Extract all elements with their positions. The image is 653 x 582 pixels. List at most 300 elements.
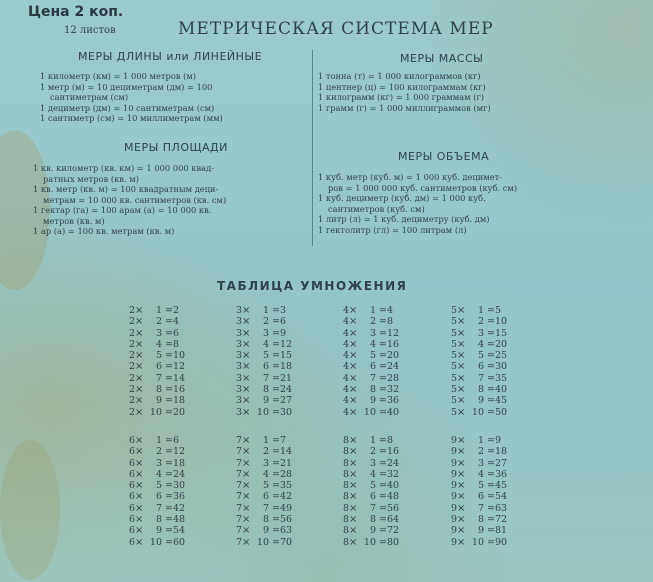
multiplication-x-cell: × [349,372,358,384]
multiplication-x-cell: × [457,446,466,458]
multiplication-b-cell: 4 [262,468,269,480]
multiplication-a-cell: 9 [450,435,457,446]
multiplication-x-cell: × [135,350,144,362]
multiplication-x-cell: × [457,525,466,537]
multiplication-row [108,328,193,339]
multiplication-b-cell: 10 [256,536,269,548]
multiplication-r-cell: 18 [280,361,293,373]
multiplication-eq-cell: = [165,361,173,373]
multiplication-eq-cell: = [379,446,387,458]
multiplication-b-cell: 8 [477,514,484,526]
multiplication-r-cell: 81 [495,525,508,537]
multiplication-b-cell: 5 [477,480,484,492]
multiplication-b-cell: 3 [155,457,162,469]
volume-section-title: МЕРЫ ОБЪЕМА [398,150,490,163]
multiplication-eq-cell: = [487,338,495,350]
multiplication-r-cell: 36 [387,395,400,407]
multiplication-r-cell: 9 [280,327,287,339]
multiplication-x-cell: × [242,502,251,514]
multiplication-row [108,525,193,536]
multiplication-eq-cell: = [487,350,495,362]
multiplication-x-cell: × [349,316,358,328]
multiplication-a-cell: 4 [342,361,349,373]
multiplication-x-cell: × [349,361,358,373]
multiplication-row [430,339,515,350]
multiplication-x-cell: × [457,435,466,446]
length-section [40,71,223,124]
multiplication-x-cell: × [349,338,358,350]
multiplication-b-cell: 3 [262,327,269,339]
multiplication-eq-cell: = [379,514,387,526]
multiplication-b-cell: 5 [155,480,162,492]
multiplication-eq-cell: = [487,480,495,492]
multiplication-eq-cell: = [165,435,173,446]
mass-line: 1 грамм (г) = 1 000 миллиграммов (мг) [318,102,491,113]
multiplication-x-cell: × [135,361,144,373]
length-line: 1 сантиметр (см) = 10 миллиметрам (мм) [40,113,223,123]
multiplication-eq-cell: = [379,502,387,514]
multiplication-r-cell: 6 [173,327,180,339]
multiplication-x-cell: × [242,316,251,328]
multiplication-a-cell: 4 [342,305,349,316]
multiplication-a-cell: 6 [128,480,135,492]
multiplication-a-cell: 6 [128,491,135,503]
multiplication-r-cell: 8 [387,316,394,328]
multiplication-r-cell: 30 [495,361,508,373]
multiplication-a-cell: 8 [342,491,349,503]
length-line: 1 метр (м) = 10 дециметрам (дм) = 100 [40,81,213,92]
multiplication-r-cell: 4 [173,316,180,328]
multiplication-x-cell: × [135,384,144,396]
multiplication-r-cell: 27 [495,457,508,469]
multiplication-a-cell: 3 [235,327,242,339]
multiplication-a-cell: 8 [342,457,349,469]
area-section [33,163,226,237]
multiplication-eq-cell: = [487,327,495,339]
multiplication-eq-cell: = [165,536,173,548]
multiplication-r-cell: 30 [280,406,293,418]
multiplication-a-cell: 2 [128,338,135,350]
multiplication-b-cell: 2 [477,316,484,328]
multiplication-x-cell: × [457,395,466,407]
multiplication-x-cell: × [135,468,144,480]
multiplication-r-cell: 32 [387,384,400,396]
length-line: 1 дециметр (дм) = 10 сантиметрам (см) [40,102,215,113]
multiplication-row [108,339,193,350]
multiplication-a-cell: 9 [450,536,457,548]
multiplication-b-cell: 8 [477,384,484,396]
multiplication-row [108,361,193,372]
multiplication-b-cell: 2 [262,446,269,458]
multiplication-a-cell: 3 [235,395,242,407]
multiplication-b-cell: 8 [369,514,376,526]
multiplication-r-cell: 45 [495,395,508,407]
multiplication-r-cell: 10 [495,316,508,328]
multiplication-a-cell: 2 [128,305,135,316]
multiplication-block-8 [322,435,407,548]
multiplication-r-cell: 48 [173,514,186,526]
multiplication-r-cell: 12 [280,338,293,350]
multiplication-r-cell: 7 [280,435,287,446]
multiplication-row [215,480,300,491]
multiplication-b-cell: 7 [155,372,162,384]
multiplication-x-cell: × [135,502,144,514]
multiplication-x-cell: × [242,480,251,492]
multiplication-row [108,395,193,406]
multiplication-row [322,446,407,457]
multiplication-a-cell: 5 [450,406,457,418]
multiplication-eq-cell: = [272,536,280,548]
multiplication-row [430,537,515,548]
multiplication-row [215,458,300,469]
multiplication-x-cell: × [457,457,466,469]
multiplication-eq-cell: = [272,480,280,492]
multiplication-eq-cell: = [379,316,387,328]
multiplication-r-cell: 48 [387,491,400,503]
multiplication-eq-cell: = [379,350,387,362]
multiplication-row [430,407,515,418]
multiplication-b-cell: 6 [477,361,484,373]
multiplication-a-cell: 2 [128,350,135,362]
multiplication-b-cell: 9 [155,395,162,407]
multiplication-b-cell: 2 [155,316,162,328]
multiplication-r-cell: 35 [280,480,293,492]
multiplication-row [215,328,300,339]
multiplication-a-cell: 5 [450,316,457,328]
multiplication-r-cell: 21 [280,457,293,469]
multiplication-a-cell: 3 [235,361,242,373]
multiplication-row [430,503,515,514]
multiplication-eq-cell: = [272,338,280,350]
multiplication-x-cell: × [349,525,358,537]
multiplication-a-cell: 5 [450,327,457,339]
area-line: метров (кв. м) [43,215,105,226]
multiplication-x-cell: × [349,457,358,469]
multiplication-a-cell: 2 [128,327,135,339]
multiplication-row [108,305,193,316]
multiplication-r-cell: 49 [280,502,293,514]
multiplication-b-cell: 9 [369,395,376,407]
multiplication-x-cell: × [349,384,358,396]
multiplication-eq-cell: = [487,406,495,418]
multiplication-a-cell: 8 [342,525,349,537]
multiplication-a-cell: 8 [342,502,349,514]
multiplication-a-cell: 7 [235,446,242,458]
multiplication-b-cell: 9 [155,525,162,537]
multiplication-b-cell: 5 [477,350,484,362]
multiplication-b-cell: 9 [262,395,269,407]
multiplication-r-cell: 42 [173,502,186,514]
multiplication-row [215,537,300,548]
multiplication-a-cell: 7 [235,536,242,548]
multiplication-eq-cell: = [487,372,495,384]
multiplication-x-cell: × [242,468,251,480]
multiplication-x-cell: × [242,338,251,350]
multiplication-eq-cell: = [272,395,280,407]
multiplication-row [430,361,515,372]
multiplication-block-7 [215,435,300,548]
multiplication-r-cell: 40 [387,480,400,492]
multiplication-r-cell: 27 [280,395,293,407]
multiplication-eq-cell: = [272,316,280,328]
multiplication-r-cell: 18 [495,446,508,458]
volume-line: 1 литр (л) = 1 куб. дециметру (куб. дм) [318,214,490,224]
multiplication-eq-cell: = [165,480,173,492]
multiplication-row [215,407,300,418]
multiplication-eq-cell: = [165,384,173,396]
multiplication-a-cell: 4 [342,338,349,350]
multiplication-a-cell: 6 [128,435,135,446]
multiplication-eq-cell: = [487,361,495,373]
multiplication-b-cell: 5 [155,350,162,362]
volume-line: 1 куб. дециметр (куб. дм) = 1 000 куб. [318,193,486,203]
volume-section [318,172,517,235]
multiplication-block-6 [108,435,193,548]
mass-section-title: МЕРЫ МАССЫ [400,52,484,65]
area-line: 1 ар (а) = 100 кв. метрам (кв. м) [33,226,175,236]
multiplication-eq-cell: = [379,480,387,492]
multiplication-r-cell: 40 [387,406,400,418]
multiplication-r-cell: 20 [173,406,186,418]
multiplication-x-cell: × [242,435,251,446]
multiplication-row [108,503,193,514]
multiplication-eq-cell: = [487,446,495,458]
multiplication-b-cell: 6 [262,491,269,503]
multiplication-r-cell: 14 [280,446,293,458]
multiplication-b-cell: 4 [155,468,162,480]
multiplication-b-cell: 10 [149,536,162,548]
volume-line: 1 гектолитр (гл) = 100 литрам (л) [318,224,467,235]
multiplication-x-cell: × [457,480,466,492]
multiplication-a-cell: 3 [235,384,242,396]
multiplication-row [322,316,407,327]
multiplication-a-cell: 8 [342,446,349,458]
multiplication-eq-cell: = [487,395,495,407]
multiplication-row [430,316,515,327]
multiplication-b-cell: 2 [369,316,376,328]
multiplication-r-cell: 8 [173,338,180,350]
multiplication-r-cell: 9 [495,435,502,446]
multiplication-row [108,407,193,418]
multiplication-row [215,503,300,514]
multiplication-row [430,446,515,457]
multiplication-b-cell: 3 [477,327,484,339]
multiplication-row [215,316,300,327]
multiplication-b-cell: 8 [262,384,269,396]
multiplication-r-cell: 25 [495,350,508,362]
multiplication-a-cell: 4 [342,327,349,339]
multiplication-r-cell: 35 [495,372,508,384]
multiplication-x-cell: × [457,468,466,480]
multiplication-row [108,480,193,491]
multiplication-eq-cell: = [379,536,387,548]
multiplication-r-cell: 18 [173,457,186,469]
multiplication-x-cell: × [349,536,358,548]
multiplication-eq-cell: = [272,406,280,418]
multiplication-b-cell: 7 [369,372,376,384]
multiplication-a-cell: 2 [128,316,135,328]
multiplication-eq-cell: = [165,491,173,503]
mass-line: 1 килограмм (кг) = 1 000 граммам (г) [318,92,485,102]
multiplication-r-cell: 64 [387,514,400,526]
multiplication-x-cell: × [135,327,144,339]
multiplication-r-cell: 28 [280,468,293,480]
multiplication-eq-cell: = [272,468,280,480]
multiplication-eq-cell: = [379,406,387,418]
multiplication-b-cell: 1 [155,305,162,316]
multiplication-a-cell: 7 [235,491,242,503]
multiplication-eq-cell: = [487,514,495,526]
multiplication-r-cell: 20 [387,350,400,362]
multiplication-x-cell: × [135,395,144,407]
multiplication-a-cell: 8 [342,480,349,492]
multiplication-eq-cell: = [165,350,173,362]
length-section-title: МЕРЫ ДЛИНЫ или ЛИНЕЙНЫЕ [78,50,263,63]
multiplication-a-cell: 7 [235,502,242,514]
multiplication-x-cell: × [135,491,144,503]
multiplication-b-cell: 1 [262,435,269,446]
multiplication-x-cell: × [457,327,466,339]
multiplication-x-cell: × [349,406,358,418]
multiplication-x-cell: × [242,384,251,396]
multiplication-eq-cell: = [487,502,495,514]
multiplication-eq-cell: = [165,502,173,514]
multiplication-eq-cell: = [487,468,495,480]
multiplication-eq-cell: = [379,372,387,384]
multiplication-x-cell: × [135,480,144,492]
multiplication-a-cell: 3 [235,305,242,316]
multiplication-row [108,446,193,457]
multiplication-b-cell: 3 [369,457,376,469]
multiplication-r-cell: 63 [495,502,508,514]
multiplication-eq-cell: = [272,457,280,469]
length-line: 1 километр (км) = 1 000 метров (м) [40,71,197,81]
multiplication-eq-cell: = [379,327,387,339]
multiplication-a-cell: 2 [128,361,135,373]
multiplication-a-cell: 6 [128,446,135,458]
multiplication-r-cell: 56 [280,514,293,526]
multiplication-eq-cell: = [165,316,173,328]
multiplication-row [215,305,300,316]
multiplication-a-cell: 4 [342,395,349,407]
multiplication-b-cell: 1 [369,305,376,316]
multiplication-r-cell: 50 [495,406,508,418]
multiplication-x-cell: × [135,446,144,458]
multiplication-row [215,361,300,372]
multiplication-x-cell: × [242,395,251,407]
multiplication-eq-cell: = [379,491,387,503]
multiplication-eq-cell: = [379,338,387,350]
multiplication-x-cell: × [457,350,466,362]
multiplication-a-cell: 7 [235,514,242,526]
multiplication-x-cell: × [242,514,251,526]
multiplication-eq-cell: = [272,446,280,458]
multiplication-eq-cell: = [272,491,280,503]
volume-line: сантиметров (куб. см) [328,203,425,214]
multiplication-b-cell: 3 [262,457,269,469]
multiplication-x-cell: × [349,446,358,458]
multiplication-a-cell: 7 [235,480,242,492]
mass-section [318,71,491,113]
multiplication-eq-cell: = [487,384,495,396]
multiplication-row [322,469,407,480]
multiplication-row [322,384,407,395]
multiplication-r-cell: 20 [495,338,508,350]
multiplication-b-cell: 10 [256,406,269,418]
multiplication-x-cell: × [135,372,144,384]
multiplication-row [322,350,407,361]
multiplication-b-cell: 6 [369,491,376,503]
multiplication-eq-cell: = [272,384,280,396]
multiplication-eq-cell: = [487,491,495,503]
multiplication-r-cell: 32 [387,468,400,480]
multiplication-row [108,458,193,469]
multiplication-eq-cell: = [165,525,173,537]
paper-stain [0,440,60,580]
multiplication-b-cell: 7 [477,502,484,514]
multiplication-b-cell: 2 [477,446,484,458]
multiplication-b-cell: 3 [477,457,484,469]
multiplication-a-cell: 4 [342,350,349,362]
multiplication-b-cell: 1 [477,435,484,446]
multiplication-b-cell: 1 [262,305,269,316]
multiplication-row [215,469,300,480]
multiplication-row [322,328,407,339]
multiplication-row [215,339,300,350]
multiplication-block-2 [108,305,193,418]
multiplication-x-cell: × [135,338,144,350]
multiplication-r-cell: 16 [387,338,400,350]
multiplication-row [215,491,300,502]
multiplication-row [322,395,407,406]
multiplication-r-cell: 6 [173,435,180,446]
multiplication-b-cell: 5 [369,350,376,362]
multiplication-r-cell: 12 [173,361,186,373]
multiplication-a-cell: 9 [450,502,457,514]
multiplication-a-cell: 8 [342,536,349,548]
multiplication-r-cell: 72 [387,525,400,537]
multiplication-a-cell: 8 [342,514,349,526]
multiplication-x-cell: × [242,457,251,469]
multiplication-r-cell: 63 [280,525,293,537]
multiplication-x-cell: × [457,406,466,418]
multiplication-a-cell: 4 [342,384,349,396]
multiplication-a-cell: 6 [128,525,135,537]
multiplication-row [430,328,515,339]
multiplication-b-cell: 1 [369,435,376,446]
multiplication-eq-cell: = [379,525,387,537]
multiplication-eq-cell: = [272,502,280,514]
volume-line: 1 куб. метр (куб. м) = 1 000 куб. децимет- [318,172,503,182]
multiplication-r-cell: 8 [387,435,394,446]
multiplication-row [108,469,193,480]
multiplication-eq-cell: = [165,446,173,458]
multiplication-r-cell: 15 [280,350,293,362]
multiplication-b-cell: 10 [363,536,376,548]
multiplication-a-cell: 9 [450,525,457,537]
multiplication-a-cell: 2 [128,372,135,384]
multiplication-r-cell: 12 [387,327,400,339]
multiplication-row [322,373,407,384]
multiplication-eq-cell: = [272,350,280,362]
multiplication-b-cell: 9 [477,395,484,407]
multiplication-x-cell: × [135,305,144,316]
multiplication-eq-cell: = [272,514,280,526]
multiplication-b-cell: 6 [155,361,162,373]
multiplication-row [215,435,300,446]
multiplication-r-cell: 28 [387,372,400,384]
multiplication-r-cell: 3 [280,305,287,316]
